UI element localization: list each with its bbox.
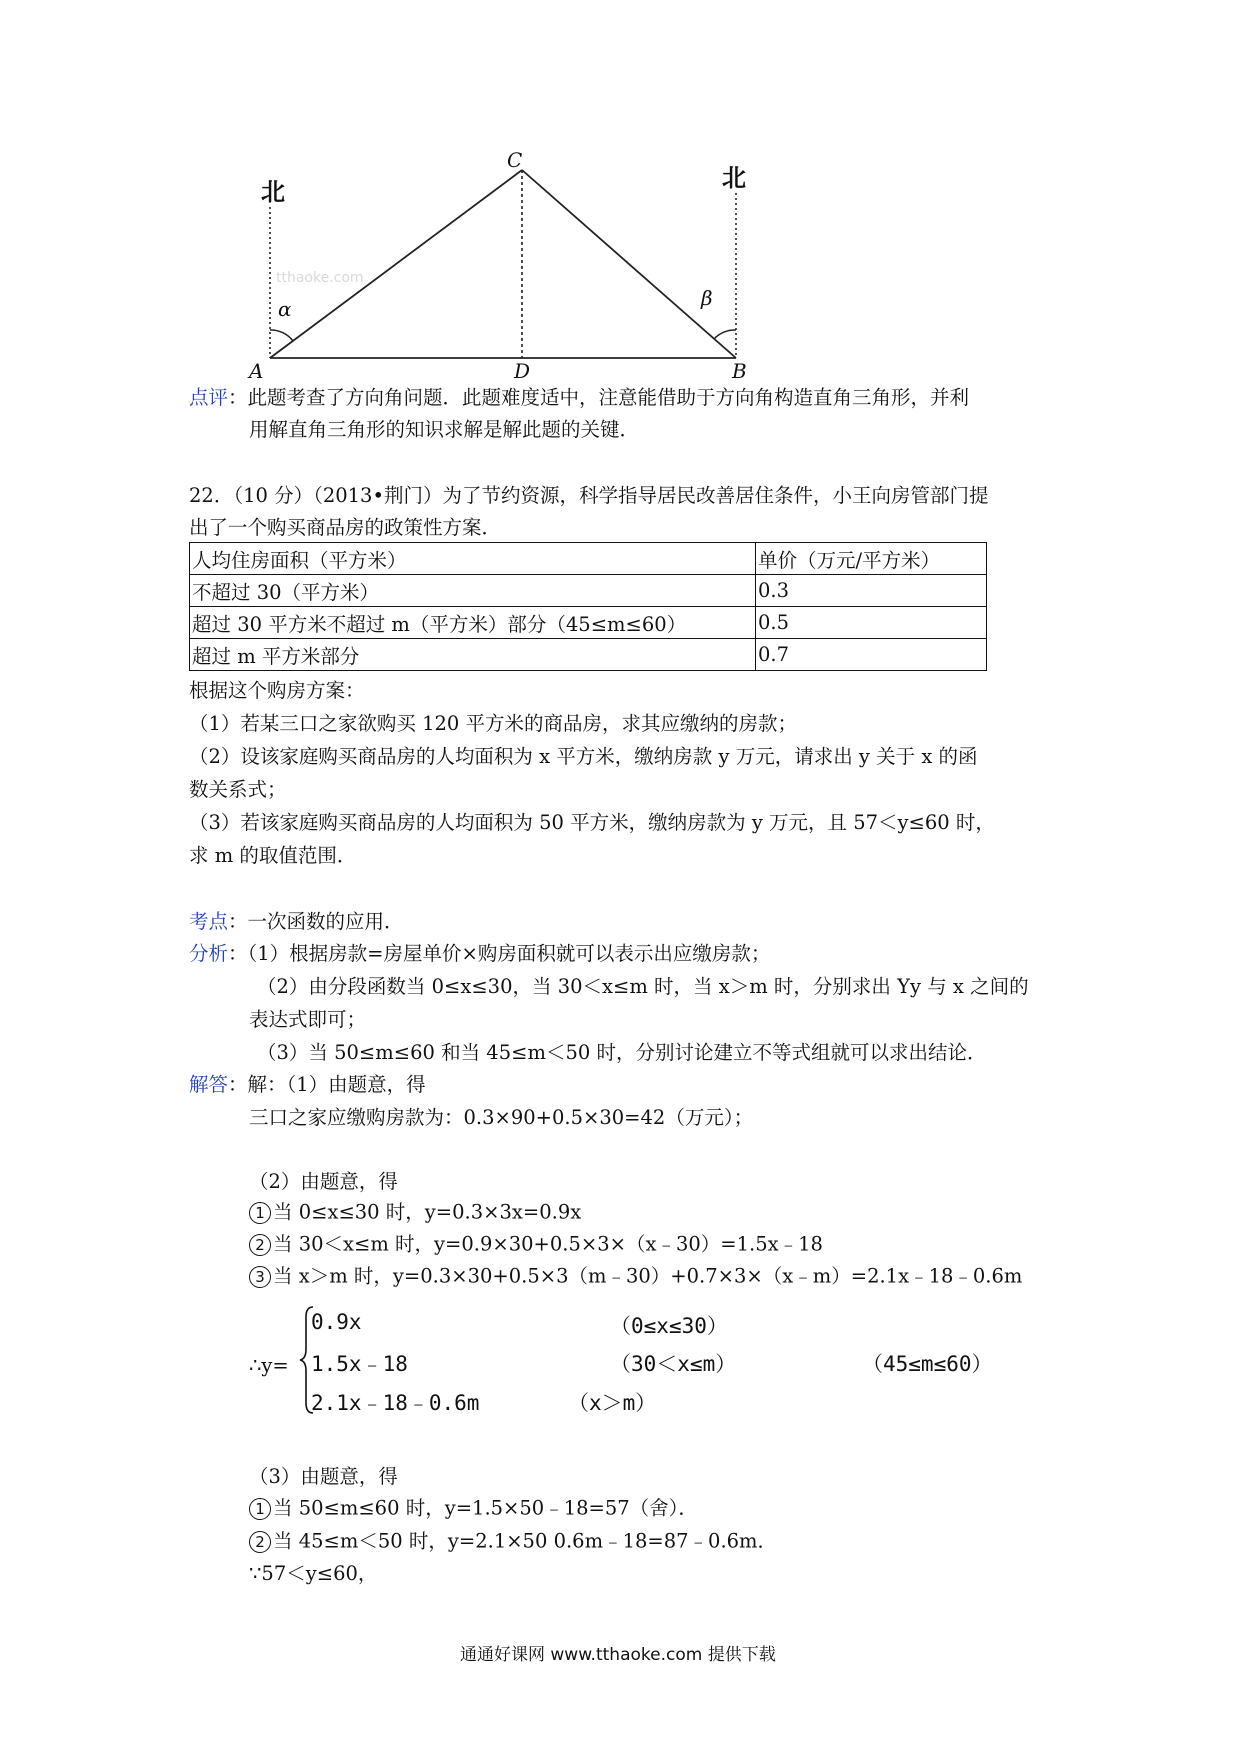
table-row	[190, 639, 987, 671]
kaodian-line	[189, 912, 404, 932]
fenxi-text-1: ：（1）根据房款=房屋单价×购房面积就可以表示出应缴房款；	[228, 942, 771, 965]
question-3-line-1: （3）若该家庭购买商品房的人均面积为 50 平方米，缴纳房款为 y 万元，且 57＜y≤60 时，	[189, 811, 995, 834]
comment-label: 点评	[189, 386, 229, 409]
point-label-a: A	[249, 359, 264, 383]
figure-watermark: tthaoke.com	[276, 270, 364, 286]
part3-case-2	[249, 1531, 777, 1553]
table-cell: 不超过 30（平方米）	[190, 575, 756, 607]
table-header-row	[190, 543, 987, 575]
north-label-right: 北	[722, 164, 746, 192]
case-text: 当 30＜x≤m 时，y=0.9×30+0.5×3×（x﹣30）=1.5x﹣18	[273, 1232, 823, 1256]
jieda-label: 解答	[189, 1073, 229, 1096]
case-text: 当 50≤m≤60 时，y=1.5×50﹣18=57（舍）．	[273, 1496, 698, 1520]
page-footer: 通通好课网 www.tthaoke.com 提供下载	[460, 1645, 776, 1665]
table-cell: 0.5	[756, 607, 987, 639]
table-header-price: 单价（万元/平方米）	[756, 543, 987, 575]
housing-plan-table	[189, 542, 987, 671]
fenxi-label: 分析	[189, 942, 229, 965]
part3-head: （3）由题意，得	[249, 1465, 398, 1488]
angle-label-alpha: α	[278, 297, 292, 321]
table-cell: 超过 m 平方米部分	[190, 639, 756, 671]
point-label-b: B	[732, 359, 747, 383]
circled-number-2: 2	[249, 1531, 271, 1553]
table-cell: 超过 30 平方米不超过 m（平方米）部分（45≤m≤60）	[190, 607, 756, 639]
side-ac	[270, 170, 522, 358]
circled-number-3: 3	[249, 1266, 271, 1288]
part2-case-1	[249, 1202, 581, 1224]
jieda-line-1	[189, 1075, 426, 1095]
comment-text-1: ：此题考查了方向角问题．此题难度适中，注意能借助于方向角构造直角三角形，并利	[228, 386, 970, 409]
case-text: 当 x＞m 时，y=0.3×30+0.5×3（m﹣30）+0.7×3×（x﹣m）=2.1x﹣18﹣0.6m	[273, 1264, 1023, 1288]
direction-angle-figure	[0, 0, 1240, 400]
comment-line-2: 用解直角三角形的知识求解是解此题的关键．	[249, 418, 640, 441]
table-row	[190, 607, 987, 639]
problem-line-2: 出了一个购买商品房的政策性方案．	[189, 516, 502, 539]
piece-2-cond: （30＜x≤m）	[610, 1352, 737, 1376]
piece-2-range: （45≤m≤60）	[862, 1352, 993, 1376]
kaodian-label: 考点	[189, 910, 229, 933]
table-row	[190, 575, 987, 607]
piece-1-expr: 0.9x	[311, 1310, 362, 1334]
piece-3-expr: 2.1x﹣18﹣0.6m	[311, 1391, 480, 1415]
table-header-area: 人均住房面积（平方米）	[190, 543, 756, 575]
fenxi-line-1	[189, 944, 770, 964]
case-text: 当 45≤m＜50 时，y=2.1×50 0.6m﹣18=87﹣0.6m．	[273, 1529, 778, 1553]
fenxi-line-2: （2）由分段函数当 0≤x≤30，当 30＜x≤m 时，当 x＞m 时，分别求出 Yy 与 x 之间的	[257, 975, 1029, 998]
case-text: 当 0≤x≤30 时，y=0.3×3x=0.9x	[273, 1200, 582, 1224]
angle-arc-alpha	[270, 330, 293, 341]
circled-number-1: 1	[249, 1498, 271, 1520]
jieda-line-2: 三口之家应缴购房款为：0.3×90+0.5×30=42（万元）；	[249, 1106, 754, 1129]
problem-after-table: 根据这个购房方案：	[189, 679, 365, 702]
part3-case-1	[249, 1498, 698, 1520]
part2-case-2	[249, 1234, 823, 1256]
angle-arc-beta	[714, 330, 736, 339]
side-cb	[522, 170, 736, 358]
kaodian-text: ：一次函数的应用．	[228, 910, 404, 933]
piece-1-cond: （0≤x≤30）	[610, 1314, 728, 1338]
therefore-y: ∴y=	[249, 1354, 289, 1377]
table-cell: 0.7	[756, 639, 987, 671]
point-label-d: D	[514, 359, 531, 383]
comment-line-1	[189, 388, 969, 408]
jieda-text-1: ：解：（1）由题意，得	[228, 1073, 426, 1096]
circled-number-1: 1	[249, 1202, 271, 1224]
question-2-line-1: （2）设该家庭购买商品房的人均面积为 x 平方米，缴纳房款 y 万元，请求出 y 关于 x 的函	[189, 745, 978, 768]
fenxi-line-3: 表达式即可；	[249, 1008, 367, 1031]
because-line: ∵57＜y≤60，	[249, 1562, 378, 1585]
part2-case-3	[249, 1266, 1022, 1288]
north-label-left: 北	[261, 178, 285, 206]
question-2-line-2: 数关系式；	[189, 778, 287, 801]
piece-3-cond: （x＞m）	[568, 1391, 657, 1415]
angle-label-beta: β	[701, 286, 713, 310]
question-3-line-2: 求 m 的取值范围．	[189, 844, 357, 867]
question-1: （1）若某三口之家欲购买 120 平方米的商品房，求其应缴纳的房款；	[189, 712, 798, 735]
part2-head: （2）由题意，得	[249, 1170, 398, 1193]
circled-number-2: 2	[249, 1234, 271, 1256]
table-cell: 0.3	[756, 575, 987, 607]
fenxi-line-4: （3）当 50≤m≤60 和当 45≤m＜50 时，分别讨论建立不等式组就可以求出结论．	[257, 1041, 987, 1064]
point-label-c: C	[507, 148, 523, 172]
piece-2-expr: 1.5x﹣18	[311, 1352, 408, 1376]
problem-line-1: 22．（10 分）（2013•荆门）为了节约资源，科学指导居民改善居住条件，小王向房管部门提	[189, 484, 989, 507]
